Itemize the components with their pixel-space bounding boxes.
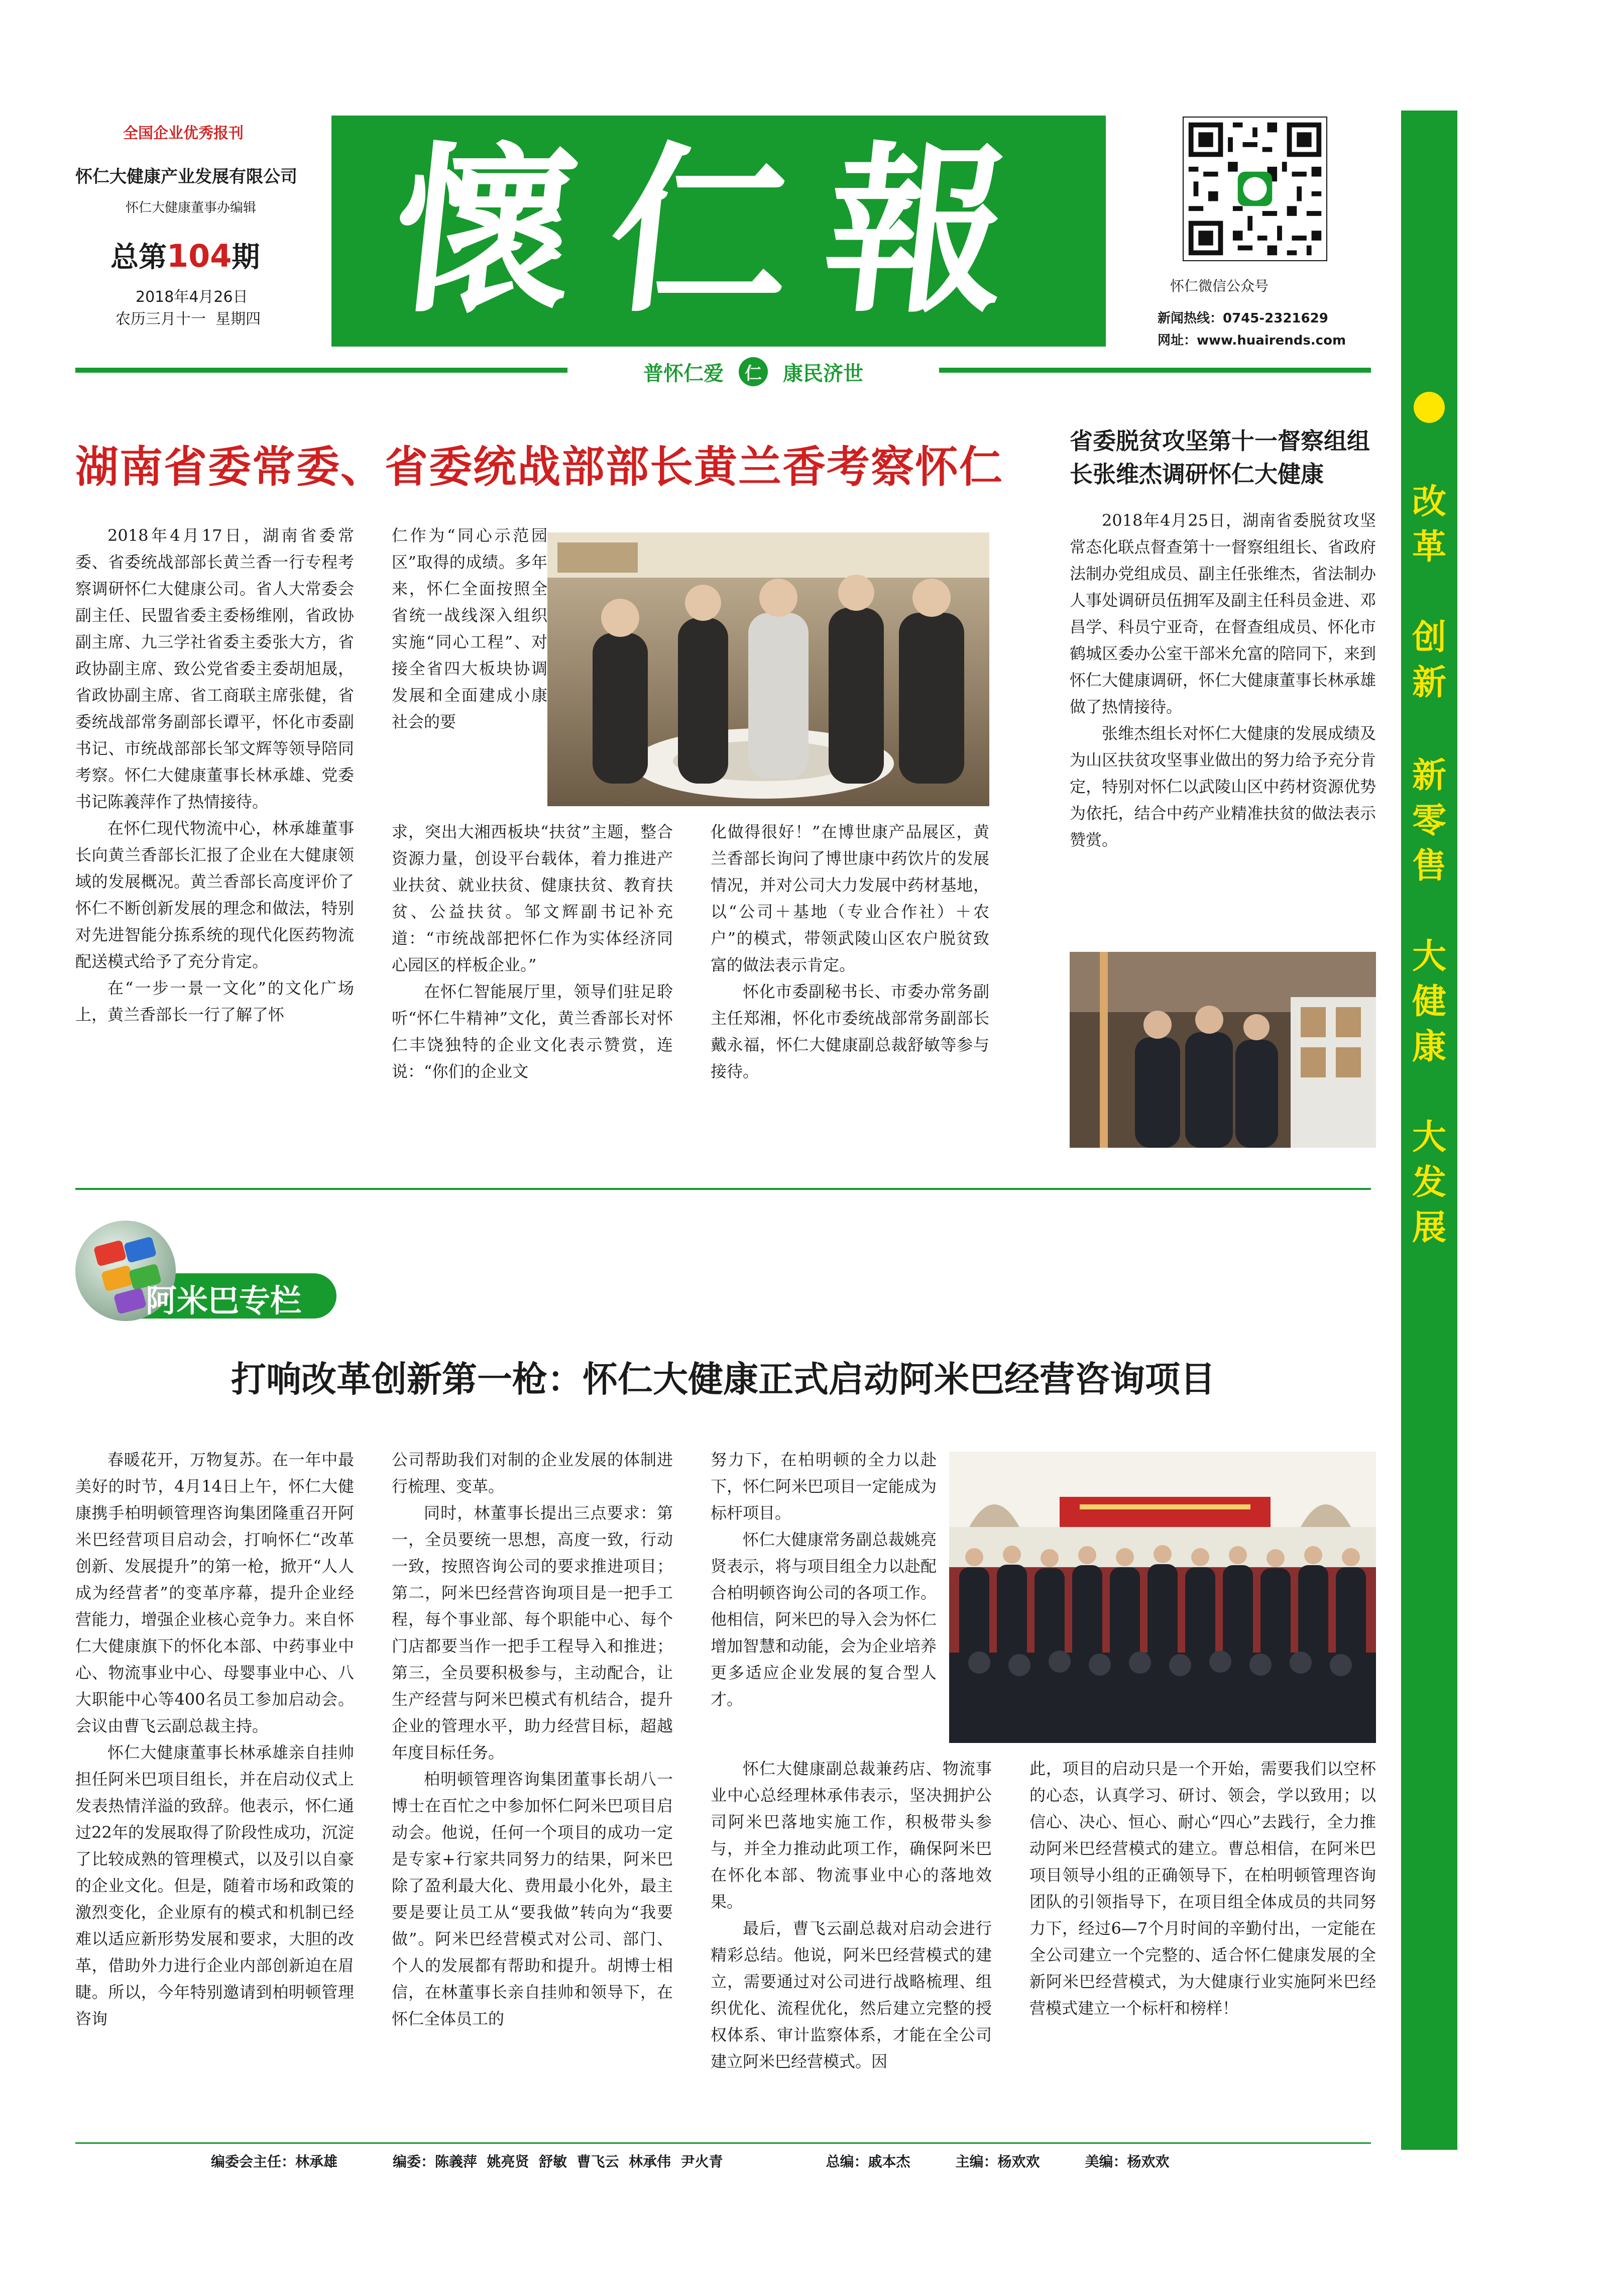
paragraph: 张维杰组长对怀仁大健康的发展成绩及为山区扶贫攻坚事业做出的努力给予充分肯定，特别对怀仁以武陵山区中药材资源优势为依托，结合中药产业精准扶贫的做法表示赞赏。 <box>1070 724 1376 849</box>
credit-committee: 编委：陈義萍 姚亮贤 舒敏 曹飞云 林承伟 尹火青 <box>393 2153 723 2170</box>
story3-column-2 <box>392 1447 673 2032</box>
side-char: 健 <box>1412 982 1446 1022</box>
award-label: 全国企业优秀报刊 <box>123 125 244 142</box>
publish-date <box>116 286 336 331</box>
paragraph: 化做得很好！”在博世康产品展区，黄兰香部长询问了博世康中药饮片的发展情况，并对公司大力发展中药材基地，以“公司＋基地（专业合作社）＋农户”的模式，带领武陵山区农户脱贫致富的做法表示肯定。 <box>711 822 989 974</box>
paragraph: 公司帮助我们对制的企业发展的体制进行梳理、变革。 <box>392 1450 673 1496</box>
side-char: 零 <box>1412 801 1446 841</box>
footer-rule <box>75 2142 1371 2144</box>
side-char: 新 <box>1412 756 1446 796</box>
issue-number <box>110 235 336 275</box>
story3-headline: 打响改革创新第一枪：怀仁大健康正式启动阿米巴经营咨询项目 <box>231 1359 1215 1400</box>
section-divider <box>75 1188 1371 1190</box>
company-name: 怀仁大健康产业发展有限公司 <box>75 167 297 187</box>
paragraph: 2018年4月25日，湖南省委脱贫攻坚常态化联点督查第十一督察组组长、省政府法制办党组成员、副主任张维杰，省法制办人事处调研员伍拥军及副主任科员金进、邓昌学、科员宁亚奇，在督查组成员、怀化市鹤城区委办公室干部米允富的陪同下，来到怀仁大健康调研，怀仁大健康董事长林承雄做了热情接待。 <box>1070 511 1376 716</box>
paragraph: 在“一步一景一文化”的文化广场上，黄兰香部长一行了解了怀 <box>75 978 354 1024</box>
story2-body <box>1070 507 1376 853</box>
lunar-date: 农历三月十一 星期四 <box>116 310 261 328</box>
column-badge-label: 阿米巴专栏 <box>146 1282 302 1319</box>
side-char: 展 <box>1412 1208 1446 1248</box>
editor-office: 怀仁大健康董事办编辑 <box>126 200 257 215</box>
story3-photo <box>949 1452 1376 1743</box>
story1-column-1 <box>75 522 354 1028</box>
paragraph: 怀化市委副秘书长、市委办常务副主任郑湘，怀化市委统战部常务副部长戴永福，怀仁大健康副总裁舒敏等参与接待。 <box>711 982 989 1081</box>
side-char: 售 <box>1412 846 1446 886</box>
bullet-dot-icon <box>1414 392 1445 423</box>
newspaper-title: 懷仁報 <box>383 125 1054 337</box>
paragraph: 春暖花开，万物复苏。在一年中最美好的时节，4月14日上午，怀仁大健康携手柏明顿管理咨询集团隆重召开阿米巴经营项目启动会，打响怀仁“改革创新、发展提升”的第一枪，掀开“人人成为经营者”的变革序幕，提升企业经营能力，增强企业核心竞争力。来自怀仁大健康旗下的怀化本部、中药事业中心、物流事业中心、母婴事业中心、八大职能中心等400名员工参加启动会。会议由曹飞云副总裁主持。 <box>75 1450 354 1735</box>
gregorian-date: 2018年4月26日 <box>136 288 248 306</box>
slogan-bar <box>567 352 939 392</box>
slogan-right: 康民济世 <box>783 361 863 385</box>
website: 网址：www.huairends.com <box>1158 333 1346 348</box>
qr-caption: 怀仁微信公众号 <box>1170 278 1269 294</box>
paragraph: 同时，林董事长提出三点要求：第一，全员要统一思想，高度一致，行动一致，按照咨询公司的要求推进项目；第二，阿米巴经营咨询项目是一把手工程，每个事业部、每个职能中心、每个门店都要当作一把手工程导入和推进；第三，全员要积极参与，主动配合，让生产经营与阿米巴模式有机结合，提升企业的管理水平，助力经营目标，超越年度目标任务。 <box>392 1503 673 1762</box>
story1-photo <box>547 532 989 806</box>
credit-director: 编委会主任：林承雄 <box>211 2153 338 2170</box>
story1-column-2a <box>392 522 547 735</box>
story2-photo <box>1070 952 1376 1148</box>
side-char: 革 <box>1412 527 1446 567</box>
paragraph: 求，突出大湘西板块“扶贫”主题，整合资源力量，创设平台载体，着力推进产业扶贫、就业扶贫、健康扶贫、教育扶贫、公益扶贫。邹文辉副书记补充道：“市统战部把怀仁作为实体经济同心园区的样板企业。” <box>392 822 673 974</box>
side-char: 康 <box>1412 1027 1446 1067</box>
paragraph: 怀仁大健康常务副总裁姚亮贤表示，将与项目组全力以赴配合柏明顿咨询公司的各项工作。他相信，阿米巴的导入会为怀仁增加智慧和动能，会为企业培养更多适应企业发展的复合型人才。 <box>711 1530 937 1709</box>
credit-chief-editor: 总编：戚本杰 <box>826 2153 910 2170</box>
side-char: 大 <box>1412 937 1446 976</box>
paragraph: 最后，曹飞云副总裁对启动会进行精彩总结。他说，阿米巴经营模式的建立，需要通过对公司进行战略梳理、组织优化、流程优化，然后建立完整的授权体系、审计监察体系，才能在全公司建立阿米巴经营模式。因 <box>711 1919 992 2071</box>
contact-info <box>1158 307 1346 352</box>
side-char: 大 <box>1412 1118 1446 1157</box>
side-char: 新 <box>1412 663 1446 703</box>
issue-prefix: 总第 <box>110 241 167 274</box>
paragraph: 努力下，在柏明顿的全力以赴下，怀仁阿米巴项目一定能成为标杆项目。 <box>711 1450 937 1522</box>
paragraph: 仁作为“同心示范园区”取得的成绩。多年来，怀仁全面按照全省统一战线深入组织实施“同心工程”、对接全省四大板块协调发展和全面建成小康社会的要 <box>392 526 547 731</box>
company-logo-icon: 仁 <box>739 357 768 386</box>
side-char: 改 <box>1412 482 1446 522</box>
story3-column-4 <box>1029 1756 1376 2022</box>
credits-bar <box>75 2151 1371 2171</box>
side-char: 发 <box>1412 1163 1446 1202</box>
paragraph: 2018年4月17日，湖南省委常委、省委统战部部长黄兰香一行专程考察调研怀仁大健康公司。省人大常委会副主任、民盟省委主委杨维刚，省政协副主席、九三学社省委主委张大方，省政协副主席、致公党省委主委胡旭晟，省政协副主席、省工商联主席张健，省委统战部常务副部长谭平，怀化市委副书记、市统战部部长邹文辉等领导陪同考察。怀仁大健康董事长林承雄、党委书记陈義萍作了热情接待。 <box>75 526 354 811</box>
credit-editor: 主编：杨欢欢 <box>955 2153 1040 2170</box>
side-char: 创 <box>1412 618 1446 658</box>
story3-column-3b <box>711 1756 992 2075</box>
paragraph: 此，项目的启动只是一个开始，需要我们以空杯的心态，认真学习、研讨、领会，学以致用；以信心、决心、恒心、耐心“四心”去践行，全力推动阿米巴经营模式的建立。曹总相信，在阿米巴项目领导小组的正确领导下，在柏明顿管理咨询团队的引领指导下，在项目组全体成员的共同努力下，经过6—7个月时间的辛勤付出，一定能在全公司建立一个完整的、适合怀仁健康发展的全新阿米巴经营模式，为大健康行业实施阿米巴经营模式建立一个标杆和榜样！ <box>1029 1759 1376 2018</box>
masthead-info <box>75 121 336 331</box>
issue-number-value: 104 <box>167 238 232 274</box>
newspaper-title-box <box>331 116 1106 347</box>
paragraph: 怀仁大健康副总裁兼药店、物流事业中心总经理林承伟表示，坚决拥护公司阿米巴落地实施工作，积极带头参与，并全力推动此项工作，确保阿米巴在怀化本部、物流事业中心的落地效果。 <box>711 1759 992 1911</box>
slogan-left: 普怀仁爱 <box>643 361 724 385</box>
story3-column-1 <box>75 1447 354 2032</box>
paragraph: 柏明顿管理咨询集团董事长胡八一博士在百忙之中参加怀仁阿米巴项目启动会。他说，任何一个项目的成功一定是专家+行家共同努力的结果，阿米巴除了盈利最大化、费用最小化外，最主要是要让员工从“要我做”转向为“我要做”。阿米巴经营模式对公司、部门、个人的发展都有帮助和提升。胡博士相信，在林董事长亲自挂帅和领导下，在怀仁全体员工的 <box>392 1770 673 2028</box>
story1-headline: 湖南省委常委、省委统战部部长黄兰香考察怀仁 <box>75 442 1003 492</box>
paragraph: 在怀仁现代物流中心，林承雄董事长向黄兰香部长汇报了企业在大健康领域的发展概况。黄兰香部长高度评价了怀仁不断创新发展的理念和做法，特别对先进智能分拣系统的现代化医药物流配送模式给予了充分肯定。 <box>75 819 354 971</box>
issue-suffix: 期 <box>232 241 260 274</box>
story1-column-3 <box>711 819 989 1085</box>
news-hotline: 新闻热线：0745-2321629 <box>1158 311 1328 326</box>
story3-column-3a <box>711 1447 937 1713</box>
story2-headline: 省委脱贫攻坚第十一督察组组长张维杰调研怀仁大健康 <box>1070 427 1370 488</box>
credit-art-editor: 美编：杨欢欢 <box>1085 2153 1170 2170</box>
paragraph: 怀仁大健康董事长林承雄亲自挂帅担任阿米巴项目组长，并在启动仪式上发表热情洋溢的致辞。他表示，怀仁通过22年的发展取得了阶段性成功，沉淀了比较成熟的管理模式，以及引以自豪的企业文化。但是，随着市场和政策的激烈变化，企业原有的模式和机制已经难以适应新形势发展和要求，大胆的改革，借助外力进行企业内部创新迫在眉睫。所以，今年特别邀请到柏明顿管理咨询 <box>75 1743 354 2028</box>
paragraph: 在怀仁智能展厅里，领导们驻足聆听“怀仁牛精神”文化，黄兰香部长对怀仁丰饶独特的企业文化表示赞赏，连说：“你们的企业文 <box>392 982 673 1081</box>
story1-column-2b <box>392 819 673 1085</box>
qr-code-icon <box>1183 117 1327 261</box>
